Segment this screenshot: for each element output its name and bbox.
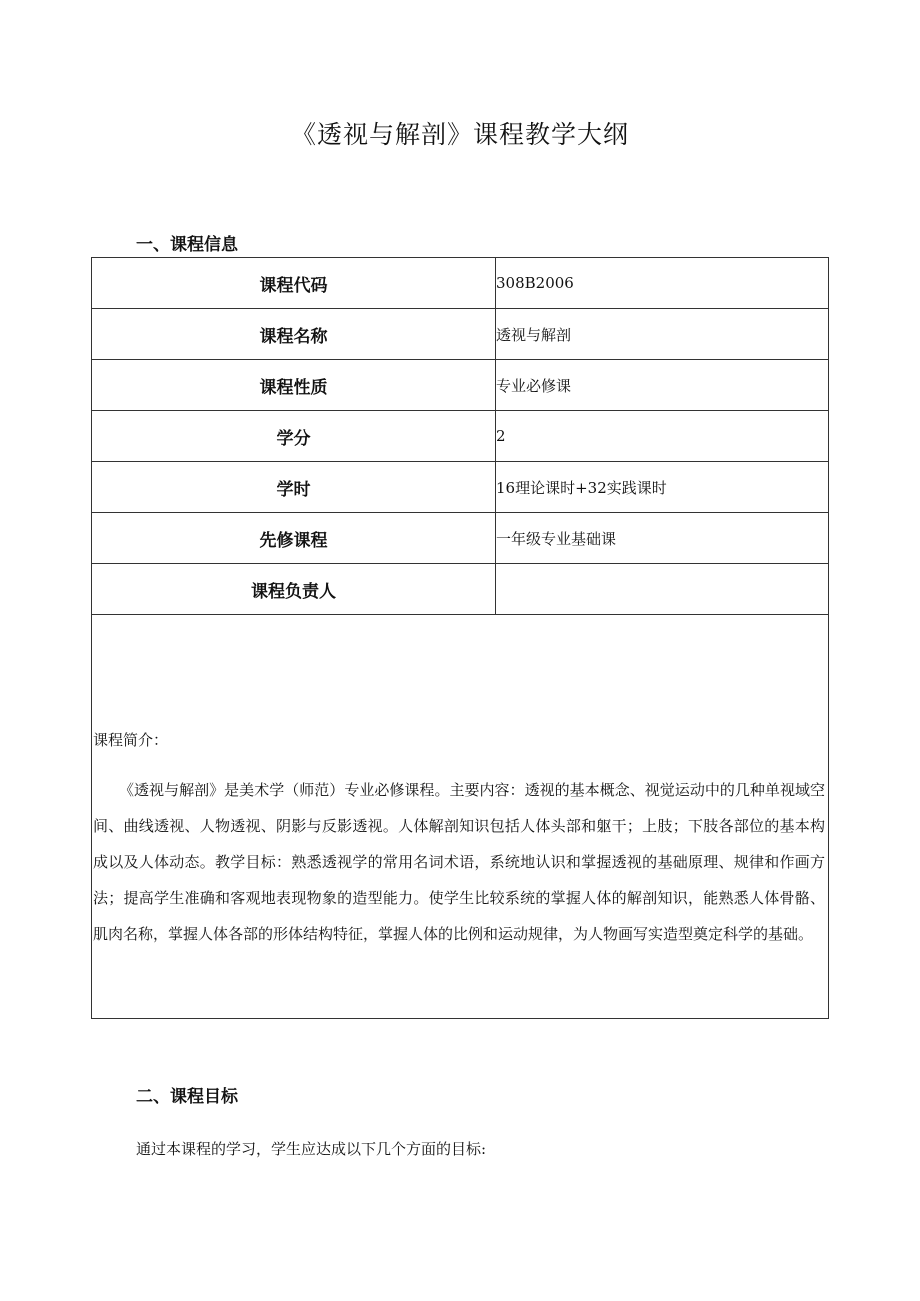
- section-heading-course-info: 一、课程信息: [136, 235, 238, 255]
- row-label-course-type: 课程性质: [92, 360, 496, 411]
- table-row: [92, 309, 829, 360]
- table-row: [92, 360, 829, 411]
- row-label-instructor: 课程负责人: [92, 564, 496, 615]
- table-row: [92, 258, 829, 309]
- row-value-prerequisites: 一年级专业基础课: [496, 513, 829, 564]
- row-value-instructor: [496, 564, 829, 615]
- row-label-course-name: 课程名称: [92, 309, 496, 360]
- row-label-credits: 学分: [92, 411, 496, 462]
- row-label-prerequisites: 先修课程: [92, 513, 496, 564]
- row-label-hours: 学时: [92, 462, 496, 513]
- course-intro-text: 《透视与解剖》是美术学（师范）专业必修课程。主要内容：透视的基本概念、视觉运动中的几种单视域空间、曲线透视、人物透视、阴影与反影透视。人体解剖知识包括人体头部和躯干；上肢；下肢各部位的基本构成以及人体动态。教学目标：熟悉透视学的常用名词术语，系统地认识和掌握透视的基础原理、规律和作画方法；提高学生准确和客观地表现物象的造型能力。使学生比较系统的掌握人体的解剖知识，能熟悉人体骨骼、肌肉名称，掌握人体各部的形体结构特征，掌握人体的比例和运动规律，为人物画写实造型奠定科学的基础。: [93, 781, 825, 943]
- table-row: [92, 462, 829, 513]
- course-goals-text: 通过本课程的学习，学生应达成以下几个方面的目标:: [136, 1140, 487, 1158]
- course-intro-cell: [92, 615, 829, 1019]
- table-row: [92, 564, 829, 615]
- section-heading-course-goals: 二、课程目标: [136, 1087, 238, 1107]
- row-value-course-name: 透视与解剖: [496, 309, 829, 360]
- row-value-course-code: 308B2006: [496, 258, 829, 309]
- course-intro-label: 课程简介：: [93, 731, 169, 749]
- table-row-intro: [92, 615, 829, 1019]
- table-row: [92, 513, 829, 564]
- row-value-credits: 2: [496, 411, 829, 462]
- document-title: 《透视与解剖》课程教学大纲: [290, 120, 629, 149]
- table-row: [92, 411, 829, 462]
- row-value-course-type: 专业必修课: [496, 360, 829, 411]
- course-info-table: [91, 257, 829, 1019]
- row-label-course-code: 课程代码: [92, 258, 496, 309]
- row-value-hours: 16理论课时+32实践课时: [496, 462, 829, 513]
